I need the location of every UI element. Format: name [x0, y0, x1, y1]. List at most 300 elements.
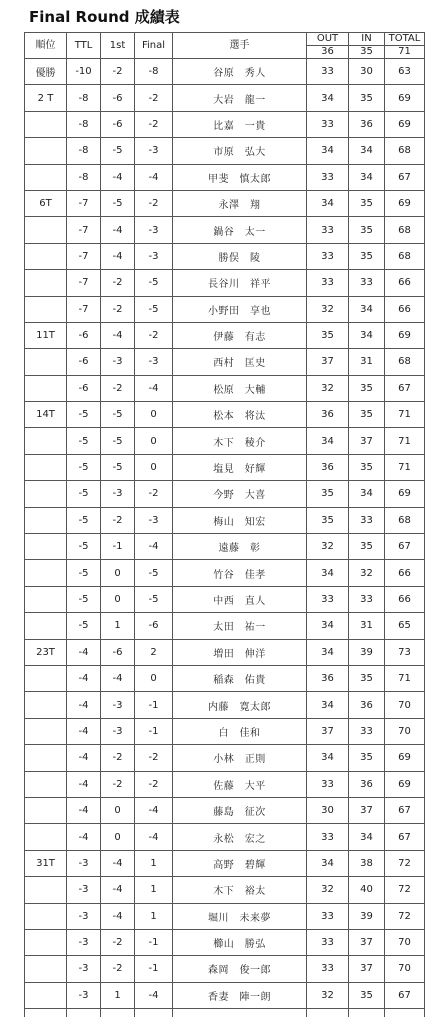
final-round-cell: 2 — [135, 639, 173, 665]
in-score-cell: 33 — [349, 507, 385, 533]
table-row — [25, 402, 425, 428]
in-score-cell: 37 — [349, 428, 385, 454]
ttl-cell: -8 — [67, 138, 101, 164]
out-score-cell: 35 — [307, 507, 349, 533]
total-score-cell: 66 — [385, 296, 425, 322]
first-round-cell: -2 — [101, 507, 135, 533]
rank-cell — [25, 613, 67, 639]
in-score-cell: 39 — [349, 903, 385, 929]
par-out: 36 — [307, 46, 349, 59]
first-round-cell: -4 — [101, 217, 135, 243]
ttl-cell: -10 — [67, 59, 101, 85]
rank-cell — [25, 375, 67, 401]
col-header-total: TOTAL — [385, 33, 425, 46]
ttl-cell: -6 — [67, 375, 101, 401]
player-name-cell: 櫛山 勝弘 — [173, 929, 307, 955]
first-round-cell: 0 — [101, 797, 135, 823]
out-score-cell: 32 — [307, 877, 349, 903]
final-round-cell: -2 — [135, 771, 173, 797]
first-round-cell: 0 — [101, 824, 135, 850]
out-score-cell: 34 — [307, 850, 349, 876]
table-row — [25, 824, 425, 850]
results-body — [25, 59, 425, 1018]
table-row — [25, 665, 425, 691]
final-round-cell: 1 — [135, 903, 173, 929]
total-score-cell: 69 — [385, 745, 425, 771]
total-score-cell: 71 — [385, 454, 425, 480]
table-row — [25, 639, 425, 665]
par-in: 35 — [349, 46, 385, 59]
total-score-cell: 67 — [385, 824, 425, 850]
table-row — [25, 560, 425, 586]
ttl-cell: -8 — [67, 111, 101, 137]
out-score-cell: 33 — [307, 270, 349, 296]
rank-cell — [25, 956, 67, 982]
player-name-cell: 勝俣 陵 — [173, 243, 307, 269]
ttl-cell: -4 — [67, 718, 101, 744]
first-round-cell: -3 — [101, 349, 135, 375]
in-score-cell: 37 — [349, 956, 385, 982]
ttl-cell: -5 — [67, 613, 101, 639]
final-round-cell: 0 — [135, 428, 173, 454]
rank-cell — [25, 481, 67, 507]
ttl-cell: -4 — [67, 745, 101, 771]
total-score-cell: 69 — [385, 322, 425, 348]
ttl-cell: -7 — [67, 243, 101, 269]
table-row — [25, 613, 425, 639]
ttl-cell: -4 — [67, 797, 101, 823]
table-row — [25, 745, 425, 771]
first-round-cell: -2 — [101, 296, 135, 322]
ttl-cell: -3 — [67, 850, 101, 876]
table-row — [25, 85, 425, 111]
ttl-cell: -7 — [67, 217, 101, 243]
total-score-cell: 70 — [385, 692, 425, 718]
table-row — [25, 771, 425, 797]
player-name-cell: 松原 大輔 — [173, 375, 307, 401]
table-row — [25, 507, 425, 533]
in-score-cell: 36 — [349, 692, 385, 718]
in-score-cell: 31 — [349, 349, 385, 375]
ttl-cell: -3 — [67, 903, 101, 929]
out-score-cell: 34 — [307, 560, 349, 586]
table-row — [25, 850, 425, 876]
player-name-cell: 今野 大喜 — [173, 481, 307, 507]
table-row — [25, 217, 425, 243]
out-score-cell: 30 — [307, 797, 349, 823]
rank-cell — [25, 507, 67, 533]
total-score-cell: 70 — [385, 718, 425, 744]
table-row — [25, 956, 425, 982]
out-score-cell: 33 — [307, 586, 349, 612]
final-round-cell: -2 — [135, 85, 173, 111]
final-round-cell: -1 — [135, 929, 173, 955]
in-score-cell: 37 — [349, 797, 385, 823]
player-name-cell: 遠藤 彰 — [173, 534, 307, 560]
first-round-cell: 1 — [101, 613, 135, 639]
final-round-cell: -3 — [135, 243, 173, 269]
player-name-cell: 森岡 俊一郎 — [173, 956, 307, 982]
total-score-cell: 72 — [385, 877, 425, 903]
player-name-cell: 藤島 征次 — [173, 797, 307, 823]
player-name-cell: 佐藤 大平 — [173, 771, 307, 797]
total-score-cell: 68 — [385, 138, 425, 164]
first-round-cell: -4 — [101, 877, 135, 903]
ttl-cell: -5 — [67, 507, 101, 533]
final-round-cell: -4 — [135, 824, 173, 850]
player-name-cell: 長谷川 祥平 — [173, 270, 307, 296]
total-score-cell: 68 — [385, 349, 425, 375]
rank-cell: 11T — [25, 322, 67, 348]
player-name-cell: 伊藤 有志 — [173, 322, 307, 348]
table-row — [25, 428, 425, 454]
rank-cell — [25, 903, 67, 929]
total-score-cell: 71 — [385, 428, 425, 454]
rank-cell — [25, 586, 67, 612]
out-score-cell: 34 — [307, 692, 349, 718]
final-round-cell: -2 — [135, 745, 173, 771]
ttl-cell: -4 — [67, 771, 101, 797]
out-score-cell: 32 — [307, 982, 349, 1008]
in-score-cell: 39 — [349, 639, 385, 665]
final-round-cell: -4 — [135, 534, 173, 560]
table-row — [25, 877, 425, 903]
table-row — [25, 296, 425, 322]
rank-cell — [25, 454, 67, 480]
final-round-cell: -8 — [135, 59, 173, 85]
player-name-cell: 比嘉 一貴 — [173, 111, 307, 137]
rank-cell — [25, 771, 67, 797]
table-row — [25, 164, 425, 190]
final-round-cell: -1 — [135, 956, 173, 982]
first-round-cell: -2 — [101, 375, 135, 401]
ttl-cell: -3 — [67, 982, 101, 1008]
in-score-cell: 35 — [349, 402, 385, 428]
total-score-cell: 71 — [385, 402, 425, 428]
first-round-cell: -4 — [101, 243, 135, 269]
ttl-cell: -3 — [67, 877, 101, 903]
player-name-cell: 永澤 翔 — [173, 190, 307, 216]
in-score-cell: 34 — [349, 481, 385, 507]
ttl-cell: -4 — [67, 692, 101, 718]
out-score-cell: 36 — [307, 454, 349, 480]
out-score-cell: 34 — [307, 85, 349, 111]
empty-cell — [173, 1009, 307, 1018]
in-score-cell: 35 — [349, 217, 385, 243]
ttl-cell: -7 — [67, 296, 101, 322]
first-round-cell: -6 — [101, 111, 135, 137]
total-score-cell: 67 — [385, 164, 425, 190]
total-score-cell: 67 — [385, 797, 425, 823]
first-round-cell: 0 — [101, 560, 135, 586]
rank-cell — [25, 929, 67, 955]
first-round-cell: -6 — [101, 85, 135, 111]
rank-cell — [25, 745, 67, 771]
in-score-cell: 35 — [349, 190, 385, 216]
out-score-cell: 33 — [307, 243, 349, 269]
first-round-cell: -2 — [101, 270, 135, 296]
rank-cell — [25, 428, 67, 454]
first-round-cell: -4 — [101, 850, 135, 876]
rank-cell — [25, 718, 67, 744]
final-round-cell: -5 — [135, 270, 173, 296]
in-score-cell: 35 — [349, 454, 385, 480]
ttl-cell: -5 — [67, 586, 101, 612]
out-score-cell: 34 — [307, 613, 349, 639]
ttl-cell: -6 — [67, 349, 101, 375]
ttl-cell: -8 — [67, 85, 101, 111]
out-score-cell: 34 — [307, 190, 349, 216]
in-score-cell: 35 — [349, 982, 385, 1008]
rank-cell — [25, 164, 67, 190]
in-score-cell: 38 — [349, 850, 385, 876]
out-score-cell: 34 — [307, 138, 349, 164]
final-round-cell: -3 — [135, 349, 173, 375]
empty-cell — [307, 1009, 349, 1018]
rank-cell — [25, 296, 67, 322]
total-score-cell: 68 — [385, 507, 425, 533]
in-score-cell: 33 — [349, 270, 385, 296]
total-score-cell: 68 — [385, 243, 425, 269]
first-round-cell: -6 — [101, 639, 135, 665]
player-name-cell: 増田 伸洋 — [173, 639, 307, 665]
out-score-cell: 33 — [307, 929, 349, 955]
player-name-cell: 太田 祐一 — [173, 613, 307, 639]
total-score-cell: 71 — [385, 665, 425, 691]
out-score-cell: 37 — [307, 349, 349, 375]
out-score-cell: 32 — [307, 296, 349, 322]
in-score-cell: 40 — [349, 877, 385, 903]
table-row — [25, 375, 425, 401]
first-round-cell: -4 — [101, 665, 135, 691]
total-score-cell: 66 — [385, 560, 425, 586]
col-header-in: IN — [349, 33, 385, 46]
out-score-cell: 35 — [307, 481, 349, 507]
table-row — [25, 534, 425, 560]
out-score-cell: 33 — [307, 771, 349, 797]
table-row — [25, 481, 425, 507]
first-round-cell: -2 — [101, 59, 135, 85]
total-score-cell: 67 — [385, 982, 425, 1008]
out-score-cell: 33 — [307, 164, 349, 190]
out-score-cell: 33 — [307, 217, 349, 243]
total-score-cell: 68 — [385, 217, 425, 243]
ttl-cell: -7 — [67, 270, 101, 296]
player-name-cell: 大岩 龍一 — [173, 85, 307, 111]
in-score-cell: 34 — [349, 138, 385, 164]
empty-cell — [67, 1009, 101, 1018]
rank-cell: 31T — [25, 850, 67, 876]
in-score-cell: 35 — [349, 745, 385, 771]
final-round-cell: -5 — [135, 296, 173, 322]
rank-cell — [25, 560, 67, 586]
out-score-cell: 33 — [307, 824, 349, 850]
col-header-ttl: TTL — [67, 33, 101, 59]
in-score-cell: 33 — [349, 718, 385, 744]
total-score-cell: 72 — [385, 850, 425, 876]
first-round-cell: 1 — [101, 982, 135, 1008]
final-round-cell: 1 — [135, 850, 173, 876]
first-round-cell: -2 — [101, 929, 135, 955]
table-row — [25, 982, 425, 1008]
player-name-cell: 小野田 享也 — [173, 296, 307, 322]
total-score-cell: 69 — [385, 771, 425, 797]
total-score-cell: 69 — [385, 111, 425, 137]
final-round-cell: -5 — [135, 586, 173, 612]
total-score-cell: 66 — [385, 586, 425, 612]
out-score-cell: 33 — [307, 956, 349, 982]
rank-cell: 23T — [25, 639, 67, 665]
ttl-cell: -4 — [67, 639, 101, 665]
first-round-cell: -1 — [101, 534, 135, 560]
final-round-cell: -3 — [135, 217, 173, 243]
player-name-cell: 梅山 知宏 — [173, 507, 307, 533]
out-score-cell: 33 — [307, 59, 349, 85]
final-round-cell: -5 — [135, 560, 173, 586]
in-score-cell: 35 — [349, 85, 385, 111]
player-name-cell: 松本 将汰 — [173, 402, 307, 428]
final-round-cell: -4 — [135, 375, 173, 401]
ttl-cell: -5 — [67, 481, 101, 507]
total-score-cell: 69 — [385, 85, 425, 111]
table-row — [25, 903, 425, 929]
in-score-cell: 32 — [349, 560, 385, 586]
par-total: 71 — [385, 46, 425, 59]
final-round-cell: -1 — [135, 692, 173, 718]
empty-cell — [385, 1009, 425, 1018]
out-score-cell: 34 — [307, 639, 349, 665]
final-round-cell: -2 — [135, 111, 173, 137]
final-round-cell: 0 — [135, 402, 173, 428]
total-score-cell: 67 — [385, 534, 425, 560]
rank-cell — [25, 217, 67, 243]
in-score-cell: 34 — [349, 824, 385, 850]
first-round-cell: -5 — [101, 402, 135, 428]
first-round-cell: -2 — [101, 956, 135, 982]
table-row — [25, 59, 425, 85]
player-name-cell: 中西 直人 — [173, 586, 307, 612]
in-score-cell: 30 — [349, 59, 385, 85]
total-score-cell: 70 — [385, 929, 425, 955]
rank-cell — [25, 534, 67, 560]
in-score-cell: 35 — [349, 665, 385, 691]
player-name-cell: 稲森 佑貴 — [173, 665, 307, 691]
empty-cell — [135, 1009, 173, 1018]
first-round-cell: -5 — [101, 428, 135, 454]
rank-cell — [25, 665, 67, 691]
in-score-cell: 35 — [349, 534, 385, 560]
player-name-cell: 塩見 好輝 — [173, 454, 307, 480]
empty-cell — [25, 1009, 67, 1018]
total-score-cell: 70 — [385, 956, 425, 982]
rank-cell — [25, 111, 67, 137]
rank-cell — [25, 270, 67, 296]
in-score-cell: 36 — [349, 111, 385, 137]
rank-cell — [25, 243, 67, 269]
table-row — [25, 111, 425, 137]
player-name-cell: 西村 匡史 — [173, 349, 307, 375]
total-score-cell: 67 — [385, 375, 425, 401]
in-score-cell: 37 — [349, 929, 385, 955]
total-score-cell: 63 — [385, 59, 425, 85]
player-name-cell: 香妻 陣一朗 — [173, 982, 307, 1008]
header-row — [25, 33, 425, 46]
ttl-cell: -5 — [67, 402, 101, 428]
first-round-cell: -5 — [101, 190, 135, 216]
out-score-cell: 36 — [307, 402, 349, 428]
total-score-cell: 73 — [385, 639, 425, 665]
first-round-cell: 0 — [101, 586, 135, 612]
final-round-cell: -2 — [135, 322, 173, 348]
out-score-cell: 32 — [307, 375, 349, 401]
first-round-cell: -3 — [101, 481, 135, 507]
in-score-cell: 34 — [349, 296, 385, 322]
out-score-cell: 33 — [307, 903, 349, 929]
total-score-cell: 69 — [385, 481, 425, 507]
rank-cell: 14T — [25, 402, 67, 428]
player-name-cell: 内藤 寛太郎 — [173, 692, 307, 718]
table-row — [25, 138, 425, 164]
player-name-cell: 谷原 秀人 — [173, 59, 307, 85]
out-score-cell: 34 — [307, 745, 349, 771]
final-round-cell: 1 — [135, 877, 173, 903]
player-name-cell: 小林 正則 — [173, 745, 307, 771]
rank-cell — [25, 982, 67, 1008]
player-name-cell: 白 佳和 — [173, 718, 307, 744]
in-score-cell: 34 — [349, 322, 385, 348]
col-header-first: 1st — [101, 33, 135, 59]
player-name-cell: 堀川 未来夢 — [173, 903, 307, 929]
ttl-cell: -5 — [67, 454, 101, 480]
player-name-cell: 木下 裕太 — [173, 877, 307, 903]
first-round-cell: -4 — [101, 164, 135, 190]
final-round-cell: -3 — [135, 138, 173, 164]
final-round-cell: -2 — [135, 481, 173, 507]
table-row — [25, 190, 425, 216]
in-score-cell: 34 — [349, 164, 385, 190]
col-header-rank: 順位 — [25, 33, 67, 59]
final-round-cell: -4 — [135, 982, 173, 1008]
in-score-cell: 35 — [349, 243, 385, 269]
in-score-cell: 33 — [349, 586, 385, 612]
ttl-cell: -5 — [67, 560, 101, 586]
first-round-cell: -2 — [101, 771, 135, 797]
player-name-cell: 鍋谷 太一 — [173, 217, 307, 243]
rank-cell — [25, 138, 67, 164]
ttl-cell: -4 — [67, 824, 101, 850]
rank-cell — [25, 877, 67, 903]
first-round-cell: -3 — [101, 692, 135, 718]
ttl-cell: -3 — [67, 929, 101, 955]
out-score-cell: 37 — [307, 718, 349, 744]
table-row — [25, 586, 425, 612]
empty-cell — [349, 1009, 385, 1018]
out-score-cell: 33 — [307, 111, 349, 137]
final-round-cell: -4 — [135, 797, 173, 823]
ttl-cell: -8 — [67, 164, 101, 190]
table-row — [25, 692, 425, 718]
table-row — [25, 718, 425, 744]
final-round-cell: 0 — [135, 454, 173, 480]
results-table — [24, 32, 425, 1017]
ttl-cell: -7 — [67, 190, 101, 216]
out-score-cell: 36 — [307, 665, 349, 691]
ttl-cell: -5 — [67, 534, 101, 560]
ttl-cell: -6 — [67, 322, 101, 348]
page-title: Final Round 成績表 — [29, 8, 180, 26]
player-name-cell: 市原 弘大 — [173, 138, 307, 164]
final-round-cell: -4 — [135, 164, 173, 190]
